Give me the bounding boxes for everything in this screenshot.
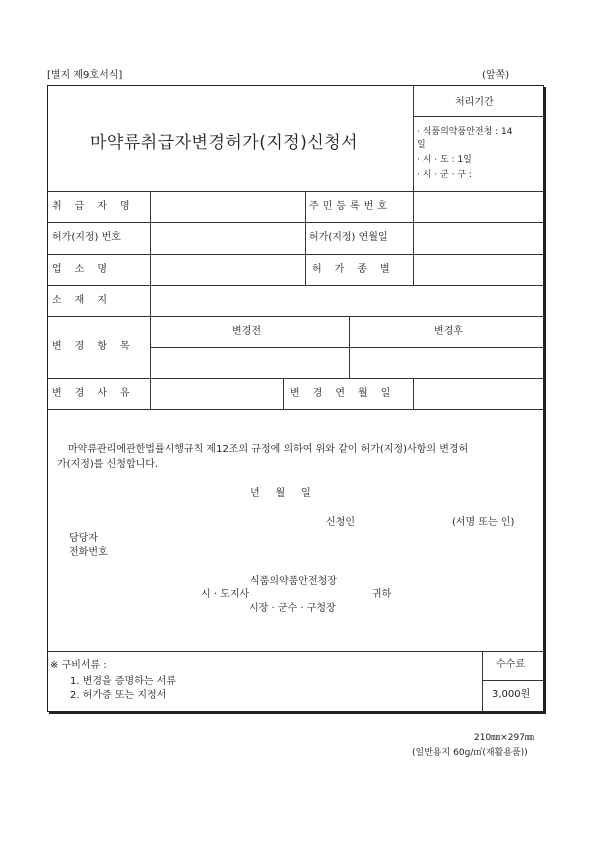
label-change-date: 변경연월일 <box>290 388 404 399</box>
processing-hq-cont: 일 <box>417 140 426 150</box>
officer-label: 담당자 <box>69 533 98 544</box>
processing-heading: 처리기간 <box>455 97 494 108</box>
processing-hq: · 식품의약품안전청 : 14 <box>417 127 513 137</box>
attachment-item-2: 2. 허가증 또는 지정서 <box>70 690 167 701</box>
applicant-label: 신청인 <box>326 517 355 528</box>
fee-amount: 3,000원 <box>492 689 531 700</box>
label-license-type: 허가종별 <box>312 264 403 275</box>
statement-line-1: 마약류관리에관한법률시행규칙 제12조의 규정에 의하여 위와 같이 허가(지정)사항의 변경허 <box>68 444 469 455</box>
page-side-label: (앞쪽) <box>482 70 510 81</box>
statement-line-2: 가(지정)를 신청합니다. <box>57 459 159 470</box>
label-before: 변경전 <box>232 326 261 337</box>
attachments-heading: ※ 구비서류 : <box>50 660 107 671</box>
label-business-name: 업소명 <box>52 264 120 275</box>
processing-city: · 시 · 군 · 구 : <box>417 170 472 180</box>
recipient-mayor: 시장 · 군수 · 구청장 <box>249 603 336 614</box>
phone-label: 전화번호 <box>69 547 108 558</box>
fee-label: 수수료 <box>496 659 525 670</box>
honorific: 귀하 <box>372 589 392 600</box>
processing-province: · 시 · 도 : 1일 <box>417 155 472 165</box>
label-location: 소재지 <box>52 295 120 306</box>
paper-size: 210㎜×297㎜ <box>474 733 534 743</box>
label-handler-name: 취급자명 <box>52 201 143 212</box>
label-license-date: 허가(지정) 연월일 <box>309 232 388 243</box>
recipient-governor: 시 · 도지사 <box>201 589 250 600</box>
attachment-item-1: 1. 변경을 증명하는 서류 <box>70 676 177 687</box>
form-title: 마약류취급자변경허가(지정)신청서 <box>90 133 359 153</box>
label-change-reason: 변경사유 <box>52 388 143 399</box>
paper-spec: (일반용지 60g/㎡(재활용품)) <box>412 748 528 758</box>
form-number: [별지 제9호서식] <box>47 70 123 81</box>
label-change-item: 변경항목 <box>52 341 143 352</box>
recipient-ministry: 식품의약품안전청장 <box>250 576 337 587</box>
label-resident-number: 주민등록번호 <box>309 201 391 212</box>
date-line: 년 월 일 <box>250 488 311 499</box>
label-license-number: 허가(지정) 번호 <box>52 232 121 243</box>
signature-label: (서명 또는 인) <box>452 517 515 528</box>
label-after: 변경후 <box>434 326 463 337</box>
